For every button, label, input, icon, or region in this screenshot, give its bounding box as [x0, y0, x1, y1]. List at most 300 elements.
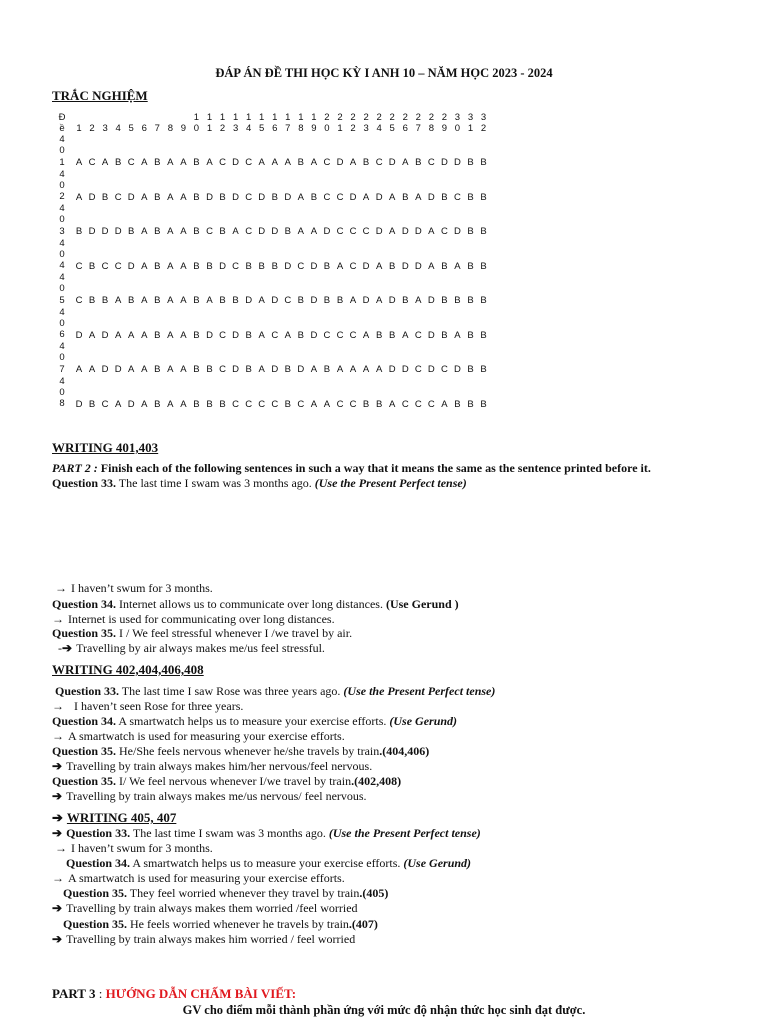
- answer-cell: A: [258, 364, 265, 375]
- answer-cell: A: [180, 398, 187, 410]
- answer-cell: B: [480, 329, 487, 341]
- answer-cell: B: [154, 295, 161, 306]
- exam-code-digit: 2: [59, 191, 65, 203]
- question-number-units: 1: [76, 123, 82, 134]
- answer-cell: D: [440, 157, 448, 168]
- question-number-tens: 2: [415, 112, 421, 123]
- answer-cell: C: [101, 398, 109, 410]
- exam-code-digit: 0: [59, 352, 65, 364]
- answer-key-row: [57, 237, 487, 272]
- answer-cell: A: [310, 157, 318, 168]
- answer-cell: D: [284, 260, 292, 272]
- arrow-icon: →: [52, 699, 64, 713]
- answer-cell: A: [375, 260, 383, 272]
- answer-cell: B: [454, 398, 461, 410]
- answer-cell: B: [389, 260, 396, 272]
- answer-cell: B: [219, 191, 226, 203]
- answer-cell: D: [454, 226, 461, 237]
- answer-cell: A: [323, 398, 331, 410]
- answer-cell: B: [271, 260, 278, 272]
- answer-cell: D: [388, 157, 396, 168]
- answer-cell: A: [101, 157, 109, 168]
- answer-cell: C: [336, 329, 344, 341]
- question-number-units: 9: [180, 123, 187, 134]
- answer-cell: D: [401, 226, 409, 237]
- answer-cell: B: [441, 295, 448, 306]
- answer-cell: A: [180, 226, 187, 237]
- answer-cell: A: [441, 398, 448, 410]
- question-number-units: 4: [376, 123, 382, 134]
- answer-cell: C: [101, 260, 109, 272]
- answer-cell: A: [271, 157, 278, 168]
- answer-cell: B: [154, 191, 161, 203]
- exam-code-digit: 4: [59, 260, 65, 272]
- answer-cell: A: [310, 398, 318, 410]
- answer-cell: D: [232, 364, 240, 375]
- question-number-units: 2: [480, 123, 487, 134]
- writing-b-q35a: [52, 744, 429, 759]
- answer-text: A smartwatch is used for measuring your exercise efforts.: [68, 729, 345, 743]
- answer-cell: C: [114, 260, 122, 272]
- exam-code-digit: 4: [59, 237, 65, 249]
- answer-cell: D: [401, 260, 409, 272]
- answer-cell: C: [206, 226, 213, 237]
- answer-cell: B: [297, 329, 305, 341]
- answer-cell: A: [362, 329, 370, 341]
- question-number-tens: 3: [480, 112, 487, 123]
- answer-cell: A: [297, 226, 305, 237]
- question-text: The last time I saw Rose was three years ago.: [119, 684, 344, 698]
- question-text: A smartwatch helps us to measure your exercise efforts.: [116, 714, 390, 728]
- answer-cell: B: [389, 329, 396, 341]
- answer-cell: C: [245, 191, 253, 203]
- question-number-tens: 1: [311, 112, 317, 123]
- answer-cell: A: [167, 295, 174, 306]
- writing-c-q35a: [63, 886, 388, 901]
- writing-a-a35: [58, 641, 325, 656]
- writing-a-a33: [55, 581, 213, 596]
- answer-cell: A: [141, 295, 148, 306]
- question-number-tens: 2: [324, 112, 330, 123]
- part2-label: PART 2 :: [52, 461, 98, 475]
- answer-key-row: [57, 375, 487, 410]
- question-number-units: 5: [259, 123, 265, 134]
- answer-cell: A: [75, 364, 83, 375]
- answer-cell: A: [128, 329, 135, 341]
- exam-code-digit: 4: [59, 306, 65, 318]
- answer-key-row: [57, 341, 487, 375]
- answer-cell: A: [180, 191, 187, 203]
- part3-title: HƯỚNG DẪN CHẤM BÀI VIẾT:: [105, 986, 297, 1001]
- answer-cell: D: [271, 364, 279, 375]
- answer-cell: B: [88, 260, 96, 272]
- answer-cell: D: [127, 191, 135, 203]
- answer-cell: B: [480, 157, 487, 168]
- answer-cell: B: [128, 226, 135, 237]
- question-number-units: 6: [402, 123, 408, 134]
- answer-cell: D: [427, 329, 435, 341]
- answer-cell: D: [127, 398, 135, 410]
- exam-code-digit: 4: [59, 375, 65, 387]
- answer-cell: B: [467, 260, 474, 272]
- arrow-icon: ➔: [52, 901, 63, 915]
- answer-cell: B: [402, 295, 409, 306]
- question-number-units: 3: [232, 123, 239, 134]
- question-number-units: 5: [389, 123, 395, 134]
- answer-cell: A: [88, 329, 96, 341]
- answer-cell: B: [219, 398, 226, 410]
- question-label: Question 34.: [52, 714, 117, 728]
- question-hint: (Use Gerund ): [385, 597, 459, 611]
- answer-cell: C: [414, 329, 422, 341]
- answer-cell: B: [467, 364, 474, 375]
- answer-cell: B: [441, 329, 448, 341]
- answer-cell: C: [245, 398, 253, 410]
- answer-cell: B: [154, 364, 161, 375]
- answer-cell: B: [193, 295, 200, 306]
- answer-cell: A: [75, 191, 83, 203]
- writing-b-a35b: [52, 789, 367, 804]
- arrow-icon: →: [52, 729, 64, 743]
- answer-cell: B: [271, 191, 278, 203]
- answer-cell: A: [454, 260, 461, 272]
- answer-cell: D: [310, 295, 318, 306]
- part3-heading: [52, 986, 296, 1001]
- answer-cell: B: [467, 226, 474, 237]
- answer-cell: C: [375, 157, 383, 168]
- answer-cell: D: [232, 191, 240, 203]
- answer-cell: B: [258, 260, 265, 272]
- answer-cell: A: [284, 329, 291, 341]
- answer-cell: A: [167, 260, 174, 272]
- answer-cell: A: [375, 295, 383, 306]
- answer-cell: C: [427, 157, 435, 168]
- answer-cell: B: [193, 364, 200, 375]
- answer-cell: C: [349, 260, 357, 272]
- answer-cell: C: [362, 226, 370, 237]
- answer-cell: A: [415, 295, 422, 306]
- writing-c-heading: WRITING 405, 407: [66, 810, 177, 825]
- answer-cell: A: [454, 329, 461, 341]
- question-number-units: 8: [167, 123, 173, 134]
- answer-key-row: [57, 306, 487, 341]
- answer-text: Travelling by train always makes them worried /feel worried: [66, 901, 358, 915]
- answer-cell: D: [454, 364, 461, 375]
- arrow-icon: ➔: [52, 789, 63, 803]
- answer-cell: D: [375, 226, 383, 237]
- arrow-icon: →: [52, 871, 64, 885]
- answer-cell: A: [232, 226, 239, 237]
- answer-cell: D: [362, 260, 370, 272]
- question-hint: (Use Gerund): [403, 856, 472, 870]
- answer-cell: A: [167, 398, 174, 410]
- answer-key-row: [57, 272, 487, 306]
- answer-cell: A: [167, 226, 174, 237]
- answer-cell: C: [284, 295, 292, 306]
- answer-cell: B: [193, 329, 200, 341]
- answer-cell: D: [284, 191, 292, 203]
- code-label-char: ề: [59, 123, 65, 135]
- answer-cell: A: [362, 191, 370, 203]
- arrow-icon: ➔: [52, 826, 63, 840]
- answer-cell: A: [428, 260, 435, 272]
- answer-cell: C: [245, 226, 253, 237]
- answer-cell: A: [428, 226, 435, 237]
- answer-cell: B: [101, 295, 109, 306]
- exam-code-digit: 1: [59, 156, 65, 168]
- answer-cell: C: [232, 398, 240, 410]
- answer-cell: D: [271, 295, 279, 306]
- answer-cell: B: [362, 157, 370, 168]
- answer-cell: C: [414, 398, 422, 410]
- question-text: The last time I swam was 3 months ago.: [116, 476, 315, 490]
- answer-cell: D: [245, 295, 253, 306]
- answer-cell: A: [180, 364, 187, 375]
- question-number-units: 1: [206, 123, 213, 134]
- answer-text: Travelling by train always makes me/us nervous/ feel nervous.: [66, 789, 367, 803]
- answer-cell: A: [88, 364, 96, 375]
- exam-code-digit: 0: [59, 386, 65, 398]
- answer-cell: B: [154, 226, 161, 237]
- answer-cell: B: [467, 329, 474, 341]
- answer-cell: C: [127, 157, 135, 168]
- answer-cell: A: [336, 364, 344, 375]
- answer-key-row: [57, 203, 487, 237]
- answer-cell: A: [114, 398, 122, 410]
- question-number-tens: 2: [402, 112, 408, 123]
- answer-prefix: -: [58, 641, 62, 655]
- exam-code-cell: [57, 341, 67, 375]
- question-text: I/ We feel nervous whenever I/we travel by train: [116, 774, 352, 788]
- question-number-tens: 1: [245, 112, 252, 123]
- answer-cell: A: [141, 157, 148, 168]
- answer-cell: D: [206, 191, 213, 203]
- exam-code-digit: 0: [59, 214, 65, 226]
- question-text: A smartwatch helps us to measure your exercise efforts.: [130, 856, 404, 870]
- answer-cell: D: [219, 260, 226, 272]
- answer-cell: B: [219, 295, 226, 306]
- answer-cell: D: [427, 295, 435, 306]
- answer-cell: B: [206, 260, 213, 272]
- answer-cell: A: [389, 191, 396, 203]
- answer-cell: A: [141, 226, 148, 237]
- answer-cell: A: [349, 364, 357, 375]
- answer-cell: B: [88, 398, 96, 410]
- answer-cell: D: [297, 364, 305, 375]
- exam-code-digit: 4: [59, 203, 65, 214]
- answer-cell: D: [362, 295, 370, 306]
- answer-cell: A: [415, 191, 422, 203]
- question-text: I / We feel stressful whenever I /we travel by air.: [116, 626, 353, 640]
- answer-cell: B: [467, 191, 474, 203]
- question-number-tens: 2: [376, 112, 382, 123]
- question-text: The last time I swam was 3 months ago.: [130, 826, 329, 840]
- question-number-tens: 1: [298, 112, 304, 123]
- question-label: Question 34.: [52, 597, 117, 611]
- answer-cell: B: [193, 191, 200, 203]
- document-title: ĐÁP ÁN ĐỀ THI HỌC KỲ I ANH 10 – NĂM HỌC 2023 - 2024: [215, 66, 553, 80]
- exam-code-digit: 6: [59, 329, 65, 341]
- answer-cell: B: [75, 226, 83, 237]
- question-hint: (Use Gerund): [389, 714, 458, 728]
- answer-cell: A: [114, 295, 122, 306]
- answer-cell: C: [258, 398, 266, 410]
- question-number-units: 7: [154, 123, 160, 134]
- writing-b-q33: [55, 684, 495, 699]
- answer-cell: D: [206, 329, 213, 341]
- answer-cell: B: [480, 191, 487, 203]
- answer-cell: B: [467, 157, 474, 168]
- exam-code-digit: 0: [59, 248, 65, 260]
- answer-cell: B: [245, 260, 252, 272]
- question-number-units: 1: [467, 123, 474, 134]
- answer-cell: D: [336, 157, 344, 168]
- writing-a-q35: [52, 626, 352, 641]
- answer-cell: B: [441, 260, 448, 272]
- question-label: Question 35.: [63, 917, 128, 931]
- question-number-units: 0: [193, 123, 200, 134]
- answer-cell: C: [114, 191, 122, 203]
- writing-c-q35b: [63, 917, 378, 932]
- question-number-units: 3: [102, 123, 108, 134]
- writing-b-heading: WRITING 402,404,406,408: [52, 662, 204, 677]
- exam-code-digit: 8: [59, 398, 65, 410]
- answer-cell: D: [388, 364, 396, 375]
- exam-code-cell: [57, 169, 67, 203]
- writing-b-a35a: [52, 759, 372, 774]
- exam-code-cell: [57, 272, 67, 306]
- answer-cell: A: [258, 157, 265, 168]
- writing-a-q34: [52, 597, 459, 612]
- answer-cell: A: [167, 157, 174, 168]
- answer-cell: C: [219, 329, 226, 341]
- question-number-units: 1: [337, 123, 343, 134]
- exam-code-digit: 3: [59, 225, 65, 237]
- answer-key-row: [57, 134, 487, 168]
- answer-cell: D: [88, 226, 96, 237]
- answer-cell: C: [401, 398, 409, 410]
- writing-c-a33: [55, 841, 213, 856]
- exam-code-cell: [57, 238, 67, 272]
- exam-code-digit: 4: [59, 134, 65, 145]
- writing-b-a33: [52, 699, 243, 714]
- answer-cell: B: [480, 398, 487, 410]
- answer-cell: B: [232, 295, 239, 306]
- answer-cell: B: [467, 295, 474, 306]
- answer-cell: B: [284, 398, 291, 410]
- question-number-tens: 3: [454, 112, 461, 123]
- exam-code-digit: 0: [59, 145, 65, 157]
- question-label: Question 35.: [52, 744, 117, 758]
- writing-a-a34: [52, 612, 335, 627]
- answer-cell: C: [454, 191, 461, 203]
- question-number-units: 9: [441, 123, 448, 134]
- question-number-tens: 1: [232, 112, 239, 123]
- answer-cell: D: [101, 364, 109, 375]
- answer-cell: A: [258, 295, 265, 306]
- answer-cell: B: [154, 329, 161, 341]
- exam-code-digit: 4: [59, 341, 65, 352]
- answer-cell: D: [427, 191, 435, 203]
- arrow-icon: ➔: [62, 641, 73, 655]
- arrow-icon: →: [55, 841, 67, 855]
- answer-cell: A: [180, 157, 187, 168]
- exam-code: .(404,406): [379, 744, 430, 758]
- arrow-icon: →: [55, 581, 67, 595]
- arrow-icon: →: [52, 612, 64, 626]
- question-number-units: 7: [285, 123, 291, 134]
- answer-cell: B: [154, 260, 161, 272]
- part2-text: Finish each of the following sentences in such a way that it means the same as the sentence printed before it.: [97, 461, 651, 475]
- answer-cell: B: [323, 260, 331, 272]
- answer-cell: B: [245, 364, 252, 375]
- answer-cell: A: [349, 157, 357, 168]
- answer-cell: C: [219, 364, 226, 375]
- question-number-tens: 1: [219, 112, 226, 123]
- part3-separator: :: [95, 986, 106, 1001]
- answer-cell: B: [245, 329, 252, 341]
- answer-cell: C: [349, 329, 357, 341]
- answer-cell: A: [258, 329, 265, 341]
- answer-cell: A: [75, 157, 83, 168]
- writing-c-a35a: [52, 901, 358, 916]
- answer-cell: D: [127, 260, 135, 272]
- answer-cell: D: [401, 364, 409, 375]
- answer-cell: C: [440, 364, 448, 375]
- writing-c-a35b: [52, 932, 355, 947]
- answer-cell: B: [467, 398, 474, 410]
- answer-key-row: [57, 168, 487, 203]
- answer-cell: A: [389, 398, 396, 410]
- question-number-tens: 2: [337, 112, 343, 123]
- question-number-units: 2: [219, 123, 226, 134]
- code-label-char: Đ: [58, 112, 66, 123]
- answer-cell: C: [336, 398, 344, 410]
- answer-cell: A: [167, 329, 174, 341]
- exam-code-cell: [57, 376, 67, 410]
- writing-c-a34: [52, 871, 345, 886]
- answer-cell: A: [297, 191, 305, 203]
- writing-c-heading-line: [52, 810, 176, 825]
- answer-cell: B: [375, 329, 383, 341]
- answer-text: I haven’t swum for 3 months.: [71, 841, 213, 855]
- answer-text: Internet is used for communicating over long distances.: [68, 612, 335, 626]
- question-label: Question 33.: [55, 684, 120, 698]
- answer-cell: A: [402, 157, 409, 168]
- question-number-units: 4: [245, 123, 252, 134]
- answer-text: I haven’t seen Rose for three years.: [74, 699, 244, 713]
- question-number-units: 0: [324, 123, 330, 134]
- question-label: Question 35.: [63, 886, 128, 900]
- question-number-units: 7: [415, 123, 421, 134]
- exam-code: .(402,408): [351, 774, 402, 788]
- answer-text: I haven’t swum for 3 months.: [71, 581, 213, 595]
- question-label: Question 33.: [66, 826, 131, 840]
- question-number-tens: 1: [259, 112, 265, 123]
- answer-cell: A: [141, 398, 148, 410]
- answer-cell: C: [440, 226, 448, 237]
- answer-cell: B: [114, 157, 122, 168]
- answer-cell: A: [167, 364, 174, 375]
- answer-cell: A: [362, 364, 370, 375]
- answer-cell: B: [88, 295, 96, 306]
- question-hint: (Use the Present Perfect tense): [314, 476, 467, 490]
- part3-note: GV cho điểm mỗi thành phần ứng với mức độ nhận thức học sinh đạt được.: [182, 1003, 586, 1017]
- question-number-units: 2: [350, 123, 356, 134]
- writing-a-heading: WRITING 401,403: [52, 440, 159, 455]
- question-hint: (Use the Present Perfect tense): [328, 826, 481, 840]
- answer-cell: B: [336, 295, 344, 306]
